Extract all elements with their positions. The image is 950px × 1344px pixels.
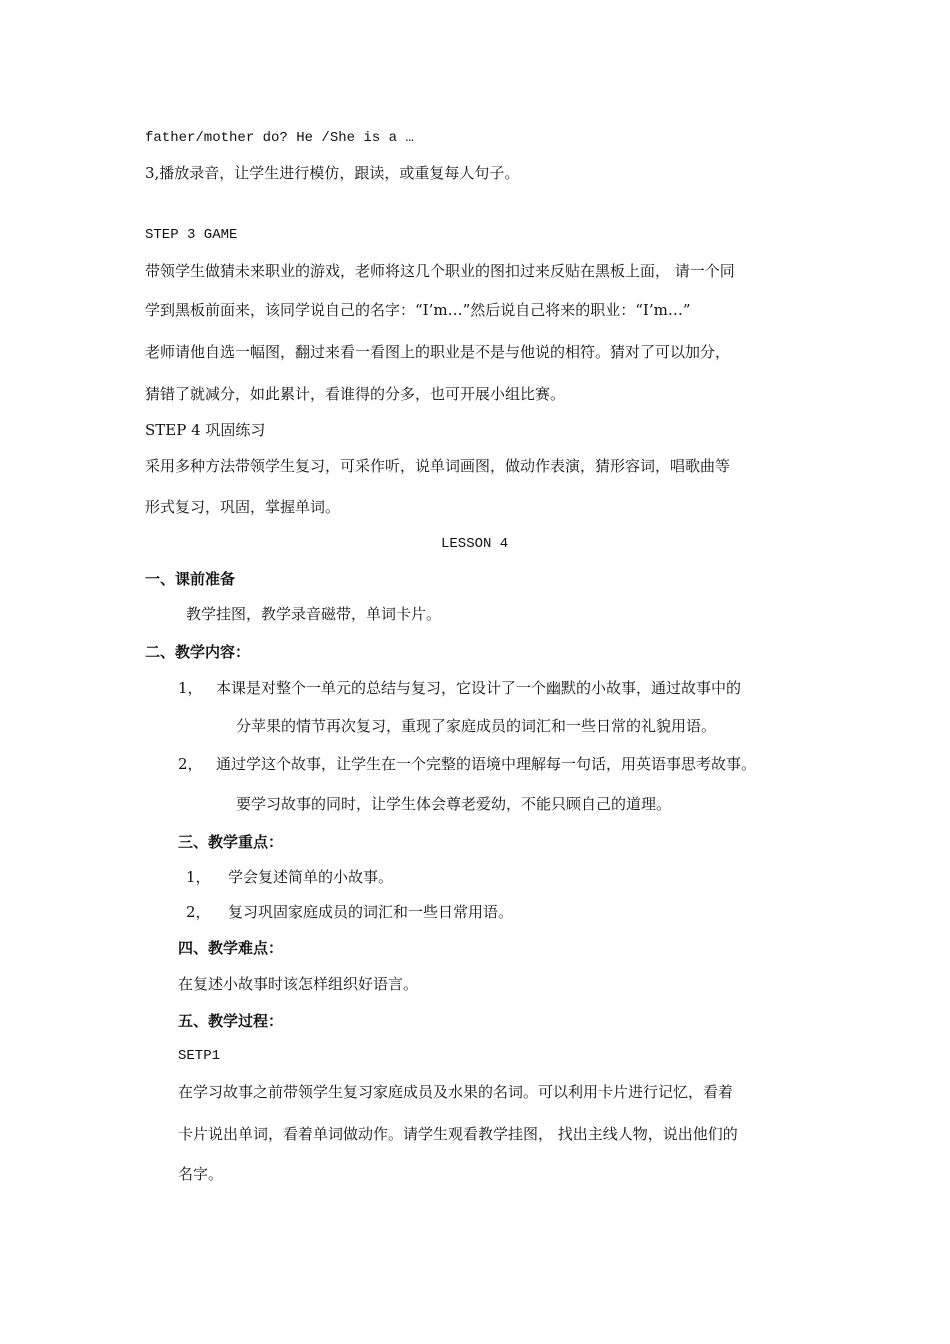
list-number: 1， (186, 868, 211, 886)
list-number: 2， (186, 903, 211, 921)
step-heading: STEP 4 巩固练习 (145, 421, 266, 439)
text-line: 形式复习，巩固，掌握单词。 (145, 498, 341, 516)
text-line: 复习巩固家庭成员的词汇和一些日常用语。 (228, 903, 514, 921)
section-heading: 五、教学过程： (178, 1012, 284, 1030)
lesson-title: LESSON 4 (441, 536, 509, 552)
text-line: father/mother do? He /She is a … (145, 130, 414, 146)
text-line: 在学习故事之前带领学生复习家庭成员及水果的名词。可以利用卡片进行记忆，看着 (178, 1083, 734, 1101)
section-heading: 四、教学难点： (178, 939, 284, 957)
step-heading: SETP1 (178, 1048, 221, 1064)
section-heading: 三、教学重点： (178, 833, 284, 851)
step-heading: STEP 3 GAME (145, 227, 238, 243)
text-line: 本课是对整个一单元的总结与复习，它设计了一个幽默的小故事，通过故事中的 (216, 679, 742, 697)
text-line: 卡片说出单词，看着单词做动作。请学生观看教学挂图， 找出主线人物，说出他们的 (178, 1125, 738, 1143)
list-number: 2， (178, 755, 203, 773)
text-line: 老师请他自选一幅图，翻过来看一看图上的职业是不是与他说的相符。猜对了可以加分， (145, 343, 731, 361)
text-line: 3,播放录音，让学生进行模仿，跟读，或重复每人句子。 (145, 164, 520, 182)
section-heading: 二、教学内容： (145, 643, 251, 661)
text-line: 名字。 (178, 1165, 224, 1183)
text-line: 要学习故事的同时，让学生体会尊老爱幼，不能只顾自己的道理。 (236, 795, 672, 813)
text-line: 猜错了就减分，如此累计，看谁得的分多，也可开展小组比赛。 (145, 385, 566, 403)
text-line: 带领学生做猜未来职业的游戏，老师将这几个职业的图扣过来反贴在黑板上面， 请一个同 (145, 262, 735, 280)
text-line: 教学挂图，教学录音磁带，单词卡片。 (186, 605, 442, 623)
text-line: 学会复述简单的小故事。 (228, 868, 394, 886)
text-line: 采用多种方法带领学生复习，可采作听，说单词画图，做动作表演，猜形容词，唱歌曲等 (145, 457, 731, 475)
section-heading: 一、课前准备 (145, 570, 236, 588)
text-line: 在复述小故事时该怎样组织好语言。 (178, 975, 419, 993)
list-number: 1， (178, 679, 203, 697)
text-line: 学到黑板前面来，该同学说自己的名字：“I’m…”然后说自己将来的职业：“I’m…” (145, 301, 691, 319)
text-line: 通过学这个故事，让学生在一个完整的语境中理解每一句话，用英语事思考故事。 (216, 755, 757, 773)
text-line: 分苹果的情节再次复习，重现了家庭成员的词汇和一些日常的礼貌用语。 (236, 717, 717, 735)
